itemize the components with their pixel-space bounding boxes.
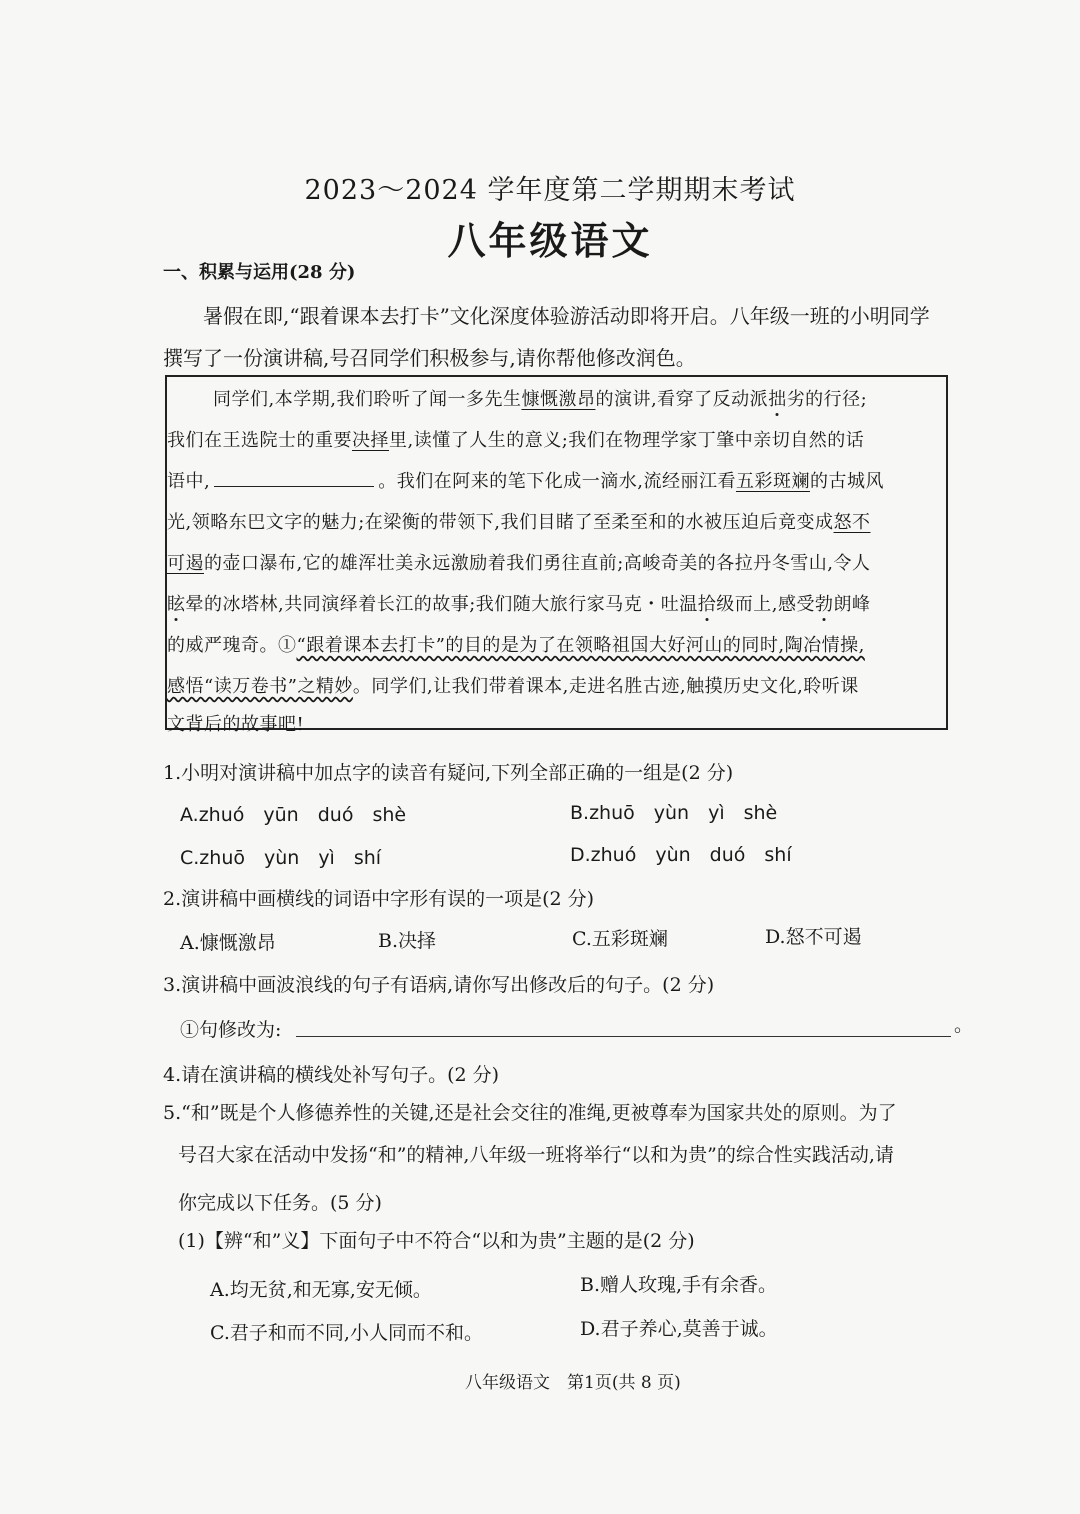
page-title: 2023～2024 学年度第二学期期末考试 <box>304 175 796 206</box>
question-5-line-2: 号召大家在活动中发扬“和”的精神,八年级一班将举行“以和为贵”的综合性实践活动,请 <box>178 1144 894 1166</box>
page-footer: 八年级语文 第1页(共 8 页) <box>465 1373 681 1393</box>
q2-option-d[interactable]: D.怒不可遏 <box>765 926 862 948</box>
q2-option-b[interactable]: B.决择 <box>378 930 437 952</box>
q5-option-c[interactable]: C.君子和而不同,小人同而不和。 <box>210 1322 483 1344</box>
q2-option-a[interactable]: A.慷慨激昂 <box>180 932 276 954</box>
intro-line-1: 暑假在即,“跟着课本去打卡”文化深度体验游活动即将开启。八年级一班的小明同学 <box>203 304 930 328</box>
question-4-stem: 4.请在演讲稿的横线处补写句子。(2 分) <box>163 1064 500 1086</box>
q2-option-c[interactable]: C.五彩斑斓 <box>572 928 668 950</box>
q5-option-d[interactable]: D.君子养心,莫善于诚。 <box>580 1318 778 1340</box>
fill-blank[interactable] <box>214 485 374 487</box>
question-2-stem: 2.演讲稿中画横线的词语中字形有误的一项是(2 分) <box>163 888 595 910</box>
q1-option-d[interactable]: D.zhuó yùn duó shí <box>570 844 792 866</box>
q5-option-b[interactable]: B.赠人玫瑰,手有余香。 <box>580 1274 778 1296</box>
q3-answer-line[interactable] <box>296 1035 951 1037</box>
speech-line: 语中, 。我们在阿来的笔下化成一滴水,流经丽江看五彩斑斓的古城风 <box>167 471 884 492</box>
speech-line: 眩晕的冰塔林,共同演绎着长江的故事;我们随大旅行家马克・吐温拾级而上,感受勃朗峰 <box>167 594 871 615</box>
intro-line-2: 撰写了一份演讲稿,号召同学们积极参与,请你帮他修改润色。 <box>163 346 696 370</box>
q1-option-c[interactable]: C.zhuō yùn yì shí <box>180 847 382 869</box>
q3-answer-end: 。 <box>954 1014 974 1036</box>
subject-title: 八年级语文 <box>447 218 653 263</box>
question-5-sub-1: (1)【辨“和”义】下面句子中不符合“以和为贵”主题的是(2 分) <box>178 1230 695 1252</box>
question-3-stem: 3.演讲稿中画波浪线的句子有语病,请你写出修改后的句子。(2 分) <box>163 974 715 996</box>
q5-option-a[interactable]: A.均无贫,和无寡,安无倾。 <box>210 1279 432 1301</box>
speech-line: 光,领略东巴文字的魅力;在梁衡的带领下,我们目睹了至柔至和的水被压迫后竟变成怒不 <box>167 512 871 533</box>
speech-line: 文背后的故事吧! <box>167 714 305 735</box>
speech-line: 我们在王选院士的重要决择里,读懂了人生的意义;我们在物理学家丁肇中亲切自然的话 <box>167 430 865 451</box>
speech-line: 同学们,本学期,我们聆听了闻一多先生慷慨激昂的演讲,看穿了反动派拙劣的行径; <box>213 389 868 410</box>
speech-line: 可遏的壶口瀑布,它的雄浑壮美永远激励着我们勇往直前;高峻奇美的各拉丹冬雪山,令人 <box>167 553 871 574</box>
question-1-stem: 1.小明对演讲稿中加点字的读音有疑问,下列全部正确的一组是(2 分) <box>163 762 734 784</box>
question-5-line-3: 你完成以下任务。(5 分) <box>178 1192 382 1214</box>
section-heading: 一、积累与运用(28 分) <box>163 262 356 283</box>
question-5-line-1: 5.“和”既是个人修德养性的关键,还是社会交往的准绳,更被尊奉为国家共处的原则。为了 <box>163 1102 897 1124</box>
q1-option-b[interactable]: B.zhuō yùn yì shè <box>570 802 778 824</box>
speech-line: 感悟“读万卷书”之精妙。同学们,让我们带着课本,走进名胜古迹,触摸历史文化,聆听课 <box>167 676 859 697</box>
speech-line: 的威严瑰奇。①“跟着课本去打卡”的目的是为了在领略祖国大好河山的同时,陶冶情操, <box>167 635 865 656</box>
q1-option-a[interactable]: A.zhuó yūn duó shè <box>180 804 407 826</box>
q3-answer-label: ①句修改为: <box>180 1019 282 1041</box>
